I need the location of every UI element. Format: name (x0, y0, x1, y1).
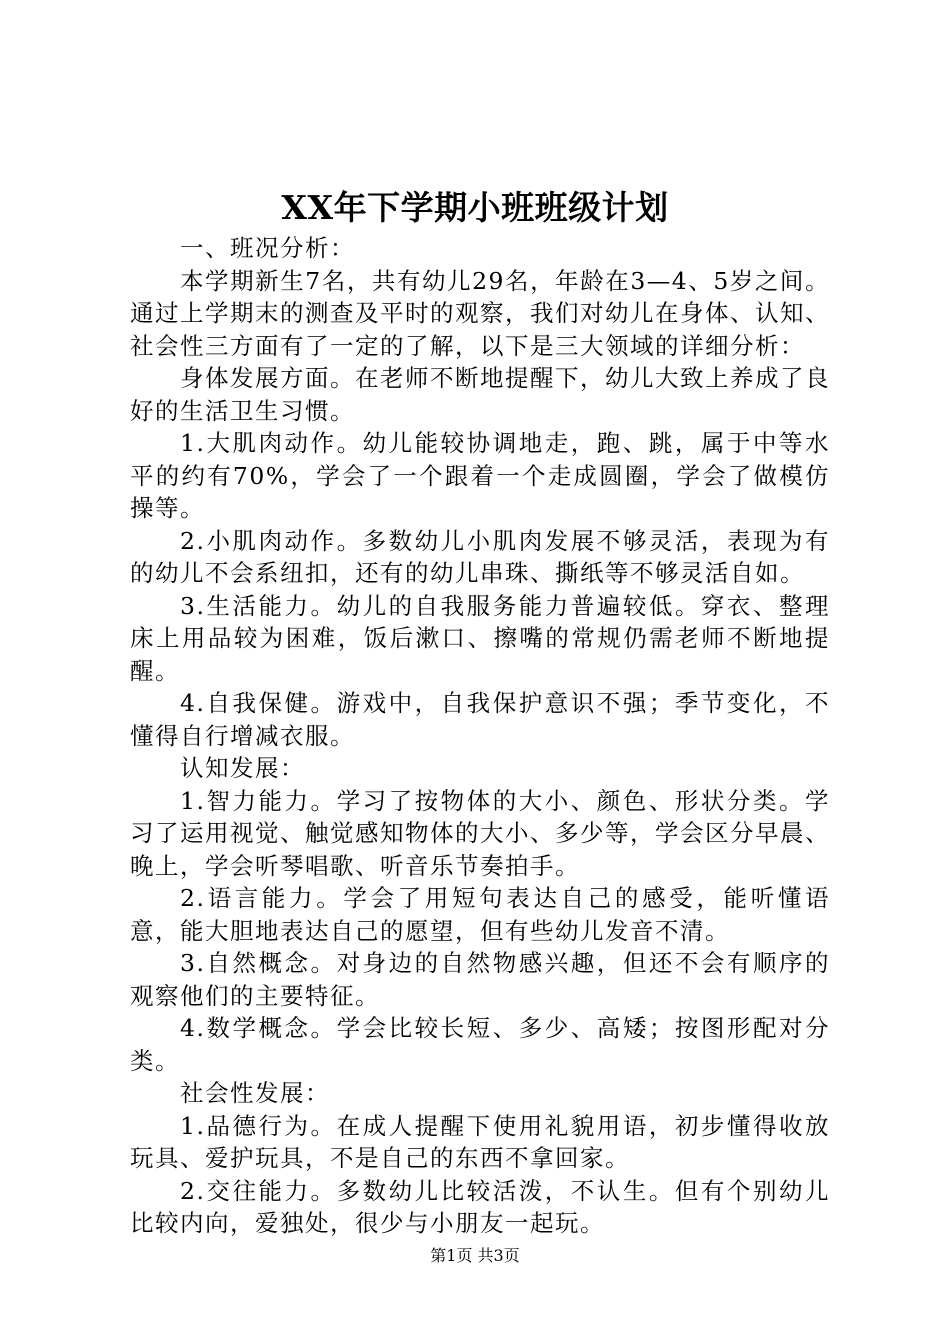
paragraph: 1.智力能力。学习了按物体的大小、颜色、形状分类。学习了运用视觉、触觉感知物体的大小、多少等，学会区分早晨、晚上，学会听琴唱歌、听音乐节奏拍手。 (130, 786, 830, 880)
paragraph: 1.大肌肉动作。幼儿能较协调地走，跑、跳，属于中等水平的约有70%，学会了一个跟着一个走成圆圈，学会了做模仿操等。 (130, 429, 830, 522)
paragraph: 3.自然概念。对身边的自然物感兴趣，但还不会有顺序的观察他们的主要特征。 (130, 949, 830, 1010)
paragraph: 4.数学概念。学会比较长短、多少、高矮；按图形配对分类。 (130, 1014, 830, 1075)
document-body (130, 232, 830, 1240)
paragraph: 2.交往能力。多数幼儿比较活泼，不认生。但有个别幼儿比较内向，爱独处，很少与小朋友一起玩。 (130, 1176, 830, 1237)
paragraph: 2.小肌肉动作。多数幼儿小肌肉发展不够灵活，表现为有的幼儿不会系纽扣，还有的幼儿串珠、撕纸等不够灵活自如。 (130, 526, 830, 587)
paragraph: 本学期新生7名，共有幼儿29名，年龄在3—4、5岁之间。通过上学期末的测查及平时的观察，我们对幼儿在身体、认知、社会性三方面有了一定的了解，以下是三大领域的详细分析： (130, 266, 830, 360)
page-footer: 第1页 共3页 (430, 1246, 520, 1265)
paragraph: 认知发展： (180, 754, 305, 782)
paragraph: 身体发展方面。在老师不断地提醒下，幼儿大致上养成了良好的生活卫生习惯。 (130, 364, 830, 425)
document-title: XX年下学期小班班级计划 (281, 188, 669, 227)
paragraph: 4.自我保健。游戏中，自我保护意识不强；季节变化，不懂得自行增减衣服。 (130, 689, 830, 750)
paragraph: 一、班况分析： (180, 234, 355, 262)
paragraph: 1.品德行为。在成人提醒下使用礼貌用语，初步懂得收放玩具、爱护玩具，不是自己的东西不拿回家。 (130, 1111, 830, 1172)
paragraph: 2.语言能力。学会了用短句表达自己的感受，能听懂语意，能大胆地表达自己的愿望，但有些幼儿发音不清。 (130, 884, 830, 945)
paragraph: 社会性发展： (180, 1079, 330, 1107)
paragraph: 3.生活能力。幼儿的自我服务能力普遍较低。穿衣、整理床上用品较为困难，饭后漱口、擦嘴的常规仍需老师不断地提醒。 (130, 591, 830, 685)
